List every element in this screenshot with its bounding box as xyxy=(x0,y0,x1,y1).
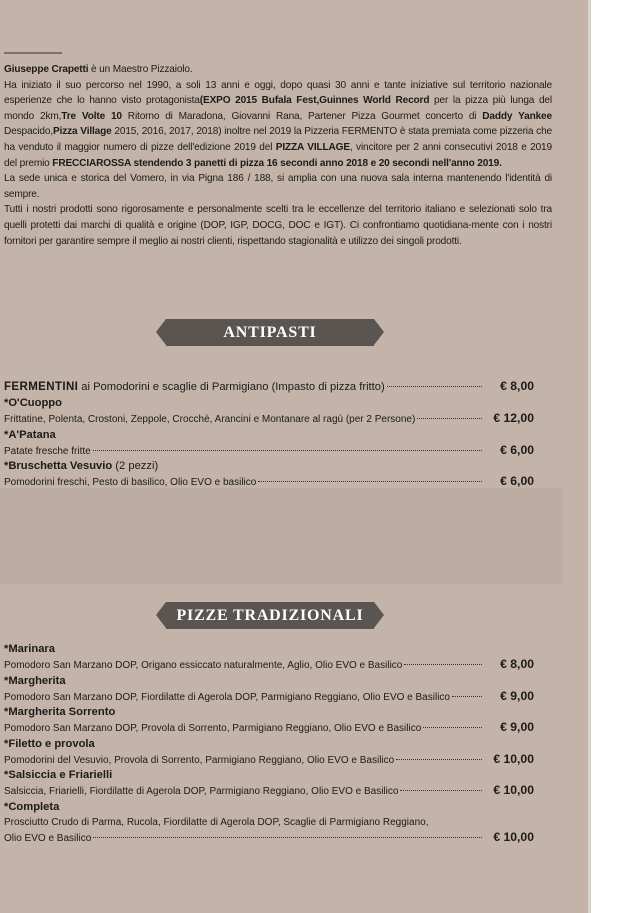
pizze-list xyxy=(4,642,534,847)
item-description: Patate fresche fritte xyxy=(4,445,91,457)
intro-paragraph-3: La sede unica e storica del Vomero, in via Pigna 186 / 188, si amplia con una nuova sala interna mantenendo l'identità di sempre. xyxy=(4,173,552,200)
antipasti-list xyxy=(4,378,534,491)
item-description: Olio EVO e Basilico xyxy=(4,833,92,844)
item-name: *Bruschetta Vesuvio (2 pezzi) xyxy=(4,460,159,472)
item-name: *Completa xyxy=(4,800,60,813)
top-rule xyxy=(4,52,62,54)
blank-panel xyxy=(0,488,562,584)
intro-paragraph-1: Giuseppe Crapetti è un Maestro Pizzaiolo. xyxy=(4,64,193,75)
item-name: *Margherita Sorrento xyxy=(4,706,116,718)
item-description: Pomodoro San Marzano DOP, Origano essiccato naturalmente, Aglio, Olio EVO e Basilico xyxy=(4,660,403,671)
intro-text xyxy=(4,62,552,249)
item-name: *Margherita xyxy=(4,674,66,687)
item-name: *Filetto e provola xyxy=(4,737,95,750)
item-name: *Marinara xyxy=(4,643,55,655)
menu-item-bruschetta-vesuvio xyxy=(4,459,534,491)
menu-item-marinara xyxy=(4,642,534,674)
item-description: Salsiccia, Friarielli, Fiordilatte di Agerola DOP, Parmigiano Reggiano, Olio EVO e Basilico xyxy=(4,786,399,797)
item-name: *Salsiccia e Friarielli xyxy=(4,769,113,781)
dot-leader xyxy=(93,450,482,451)
item-description: Pomodorini del Vesuvio, Provola di Sorrento, Parmigiano Reggiano, Olio EVO e Basilico xyxy=(4,754,395,766)
item-name: *O'Cuoppo xyxy=(4,397,62,409)
item-price: € 9,00 xyxy=(500,720,534,734)
item-price: € 10,00 xyxy=(493,830,534,844)
dot-leader xyxy=(400,790,482,791)
menu-item-margherita-sorrento xyxy=(4,705,534,737)
item-price: € 9,00 xyxy=(500,688,534,703)
item-price: € 8,00 xyxy=(500,657,534,671)
intro-paragraph-4: Tutti i nostri prodotti sono rigorosamente e personalmente scelti tra le eccellenze del territorio italiano e selezionati solo tra quelli protetti dai marchi di qualità e origine (DOP, IGP, DOCG, DOC e IGT). Ci confrontiamo quotidiana-mente con i nostri fornitori per garantire sempre il meglio ai nostri clienti, rispettando stagionalità e utilizzo dei singoli prodotti. xyxy=(4,204,552,247)
dot-leader xyxy=(396,759,482,760)
menu-item-salsiccia-friarielli xyxy=(4,768,534,800)
menu-item-a-patana xyxy=(4,428,534,460)
antipasti-banner: ANTIPASTI xyxy=(166,319,374,346)
dot-leader xyxy=(93,837,482,838)
item-description: Pomodorini freschi, Pesto di basilico, Olio EVO e basilico xyxy=(4,477,257,488)
item-description: ai Pomodorini e scaglie di Parmigiano (Impasto di pizza fritto) xyxy=(81,381,385,393)
dot-leader xyxy=(417,418,482,419)
item-description: Frittatine, Polenta, Crostoni, Zeppole, Crocchè, Arancini e Montanare al ragù (per 2 Persone) xyxy=(4,414,416,425)
item-price: € 6,00 xyxy=(500,474,534,488)
pizze-banner: PIZZE TRADIZIONALI xyxy=(166,602,374,629)
item-price: € 10,00 xyxy=(493,751,534,766)
item-price: € 12,00 xyxy=(493,411,534,425)
menu-item-filetto-provola xyxy=(4,737,534,769)
item-description: Pomodoro San Marzano DOP, Fiordilatte di Agerola DOP, Parmigiano Reggiano, Olio EVO e Basilico xyxy=(4,691,450,703)
item-description-line-1: Prosciutto Crudo di Parma, Rucola, Fiordilatte di Agerola DOP, Scaglie di Parmigiano Reggiano, xyxy=(4,816,429,828)
item-price: € 10,00 xyxy=(493,783,534,797)
menu-item-margherita xyxy=(4,674,534,706)
dot-leader xyxy=(387,386,482,387)
menu-item-completa xyxy=(4,800,534,847)
page-edge xyxy=(588,0,591,913)
item-price: € 6,00 xyxy=(500,442,534,457)
menu-item-fermentini xyxy=(4,378,534,396)
item-price: € 8,00 xyxy=(500,379,534,393)
item-name: FERMENTINI xyxy=(4,381,79,393)
item-name: *A'Patana xyxy=(4,428,56,441)
item-description: Pomodoro San Marzano DOP, Provola di Sorrento, Parmigiano Reggiano, Olio EVO e Basilico xyxy=(4,723,422,734)
intro-paragraph-2: Ha iniziato il suo percorso nel 1990, a soli 13 anni e oggi, dopo quasi 30 anni e tante iniziative sul territorio nazionale esperienze che lo hanno visto protagonista(EXPO 2015 Bufala Fest,Guinnes World Record per la pizza più lunga del mondo 2km,Tre Volte 10 Ritorno di Maradona, Giovanni Rana, Partener Pizza Gourmet concerto di Daddy Yankee Despacido,Pizza Village 2015, 2016, 2017, 2018) inoltre nel 2019 la Pizzeria FERMENTO è stata premiata come pizzeria che ha venduto il maggior numero di pizze dell'edizione 2019 del PIZZA VILLAGE, vincitore per 2 anni consecutivi 2018 e 2019 del premio FRECCIAROSSA stendendo 3 panetti di pizza 16 secondi anno 2018 e 20 secondi nell'anno 2019. xyxy=(4,79,552,169)
dot-leader xyxy=(258,481,482,482)
dot-leader xyxy=(452,696,482,697)
dot-leader xyxy=(404,664,482,665)
dot-leader xyxy=(423,727,482,728)
menu-item-o-cuoppo xyxy=(4,396,534,428)
